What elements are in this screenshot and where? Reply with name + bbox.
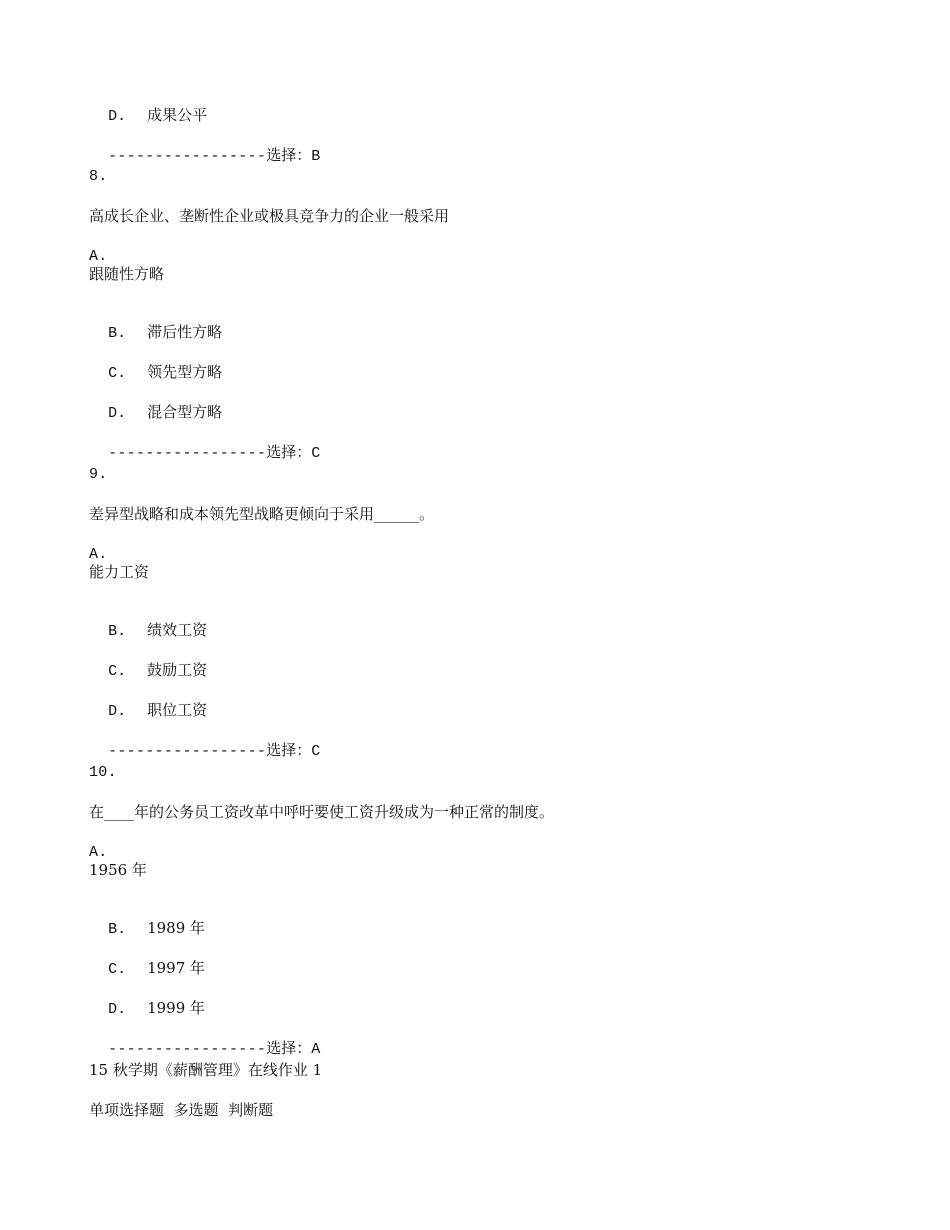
option-label: D. xyxy=(108,108,127,125)
answer-dashes: ----------------- xyxy=(108,1041,267,1058)
q8-answer xyxy=(89,425,321,481)
answer-dashes: ----------------- xyxy=(108,148,267,165)
answer-value: B xyxy=(311,148,321,165)
option-text: 1989 年 xyxy=(147,919,206,937)
option-text: 职位工资 xyxy=(147,701,208,719)
q10-option-a-text: 1956 年 xyxy=(89,861,147,879)
q9-option-a-text: 能力工资 xyxy=(89,563,150,581)
q8-number: 8. xyxy=(89,168,108,185)
q9-answer xyxy=(89,723,321,779)
q9-number: 9. xyxy=(89,466,108,483)
q8-option-a-label: A. xyxy=(89,248,108,265)
answer-label: 选择： xyxy=(266,146,312,164)
option-text: 成果公平 xyxy=(147,106,208,124)
answer-value: A xyxy=(311,1041,321,1058)
answer-dashes: ----------------- xyxy=(108,743,267,760)
option-text: 混合型方略 xyxy=(147,403,223,421)
option-label: B. xyxy=(108,921,127,938)
option-label: D. xyxy=(108,703,127,720)
option-label: D. xyxy=(108,1001,127,1018)
answer-value: C xyxy=(311,445,321,462)
answer-label: 选择： xyxy=(266,741,312,759)
option-label: C. xyxy=(108,663,127,680)
answer-dashes: ----------------- xyxy=(108,445,267,462)
answer-label: 选择： xyxy=(266,1039,312,1057)
option-label: C. xyxy=(108,365,127,382)
option-text: 鼓励工资 xyxy=(147,661,208,679)
option-label: C. xyxy=(108,961,127,978)
q9-option-a-label: A. xyxy=(89,546,108,563)
q10-option-a-label: A. xyxy=(89,844,108,861)
option-text: 1997 年 xyxy=(147,959,206,977)
section-title: 15 秋学期《薪酬管理》在线作业 1 xyxy=(89,1061,323,1079)
q7-answer xyxy=(89,128,321,184)
option-label: B. xyxy=(108,623,127,640)
option-label: B. xyxy=(108,325,127,342)
option-text: 滞后性方略 xyxy=(147,323,223,341)
q8-question-text: 高成长企业、垄断性企业或极具竞争力的企业一般采用 xyxy=(89,207,450,225)
answer-label: 选择： xyxy=(266,443,312,461)
option-text: 绩效工资 xyxy=(147,621,208,639)
q10-question-text: 在____年的公务员工资改革中呼吁要使工资升级成为一种正常的制度。 xyxy=(89,803,555,821)
option-text: 领先型方略 xyxy=(147,363,223,381)
q8-option-a-text: 跟随性方略 xyxy=(89,265,165,283)
option-label: D. xyxy=(108,405,127,422)
answer-value: C xyxy=(311,743,321,760)
option-text: 1999 年 xyxy=(147,999,206,1017)
q9-question-text: 差异型战略和成本领先型战略更倾向于采用______。 xyxy=(89,505,435,523)
section-question-types: 单项选择题 多选题 判断题 xyxy=(89,1101,274,1119)
q10-number: 10. xyxy=(89,764,117,781)
